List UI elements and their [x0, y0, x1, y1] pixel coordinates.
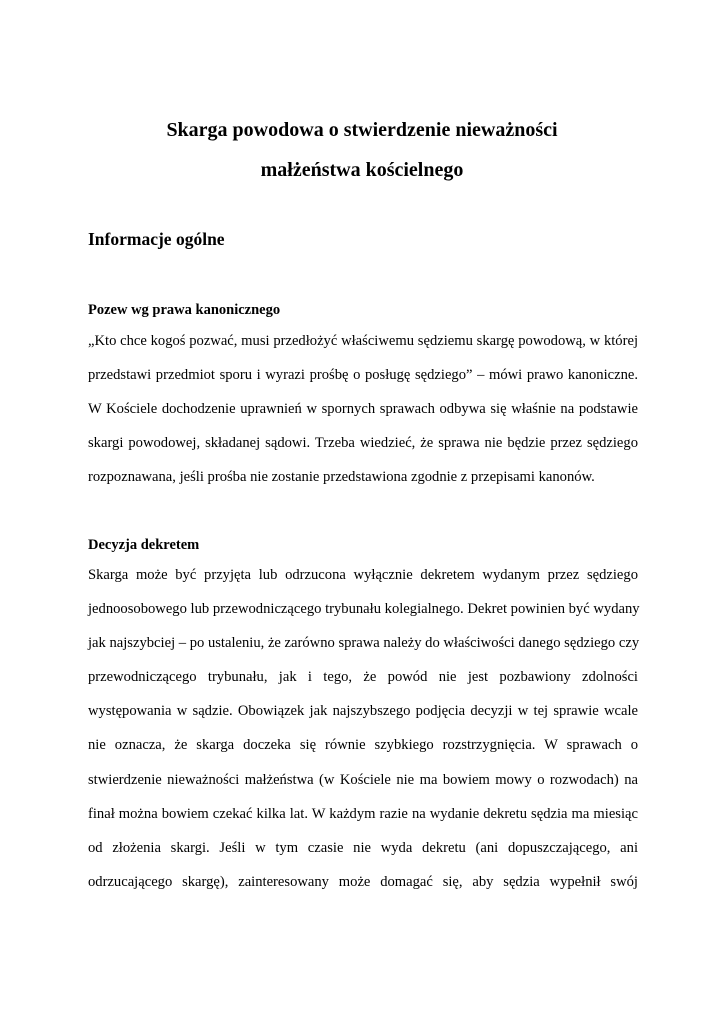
subheading-pozew: Pozew wg prawa kanonicznego: [88, 302, 281, 318]
paragraph-line: „Kto chce kogoś pozwać, musi przedłożyć właściwemu sędziemu skargę powodową, w której: [88, 333, 638, 349]
paragraph-decyzja: [88, 565, 638, 906]
paragraph-line: jak najszybciej – po ustaleniu, że zarówno sprawa należy do właściwości danego sędziego czy: [88, 635, 640, 652]
paragraph-line: Skarga może być przyjęta lub odrzucona wyłącznie dekretem wydanym przez sędziego: [88, 567, 638, 583]
paragraph-line: przedstawi przedmiot sporu i wyrazi prośbę o posługę sędziego” – mówi prawo kanoniczne.: [88, 367, 638, 384]
paragraph-pozew: [88, 331, 638, 501]
paragraph-line: od złożenia skargi. Jeśli w tym czasie nie wyda dekretu (ani dopuszczającego, ani: [88, 839, 638, 856]
paragraph-line: stwierdzenie nieważności małżeństwa (w Kościele nie ma bowiem mowy o rozwodach) na: [88, 771, 638, 788]
paragraph-line: jednoosobowego lub przewodniczącego trybunału kolegialnego. Dekret powinien być wydany: [88, 601, 640, 618]
section-heading: Informacje ogólne: [88, 229, 225, 249]
paragraph-line: odrzucającego skargę), zainteresowany może domagać się, aby sędzia wypełnił swój: [88, 873, 638, 890]
paragraph-line: nie oznacza, że skarga doczeka się równie szybkiego rozstrzygnięcia. W sprawach o: [88, 737, 638, 754]
paragraph-line: przewodniczącego trybunału, jak i tego, że powód nie jest pozbawiony zdolności: [88, 669, 638, 686]
document-title-line-2: małżeństwa kościelnego: [260, 159, 464, 181]
document-title-line-1: Skarga powodowa o stwierdzenie nieważności: [166, 119, 558, 141]
paragraph-line: występowania w sądzie. Obowiązek jak najszybszego podjęcia decyzji w tej sprawie wcale: [88, 703, 638, 720]
paragraph-line: skargi powodowej, składanej sądowi. Trzeba wiedzieć, że sprawa nie będzie przez sędziego: [88, 435, 638, 452]
paragraph-line: rozpoznawana, jeśli prośba nie zostanie przedstawiona zgodnie z przepisami kanonów.: [88, 469, 595, 486]
paragraph-line: finał można bowiem czekać kilka lat. W każdym razie na wydanie dekretu sędzia ma miesiąc: [88, 805, 638, 822]
subheading-decyzja: Decyzja dekretem: [88, 537, 200, 553]
paragraph-line: W Kościele dochodzenie uprawnień w spornych sprawach odbywa się właśnie na podstawie: [88, 401, 638, 418]
